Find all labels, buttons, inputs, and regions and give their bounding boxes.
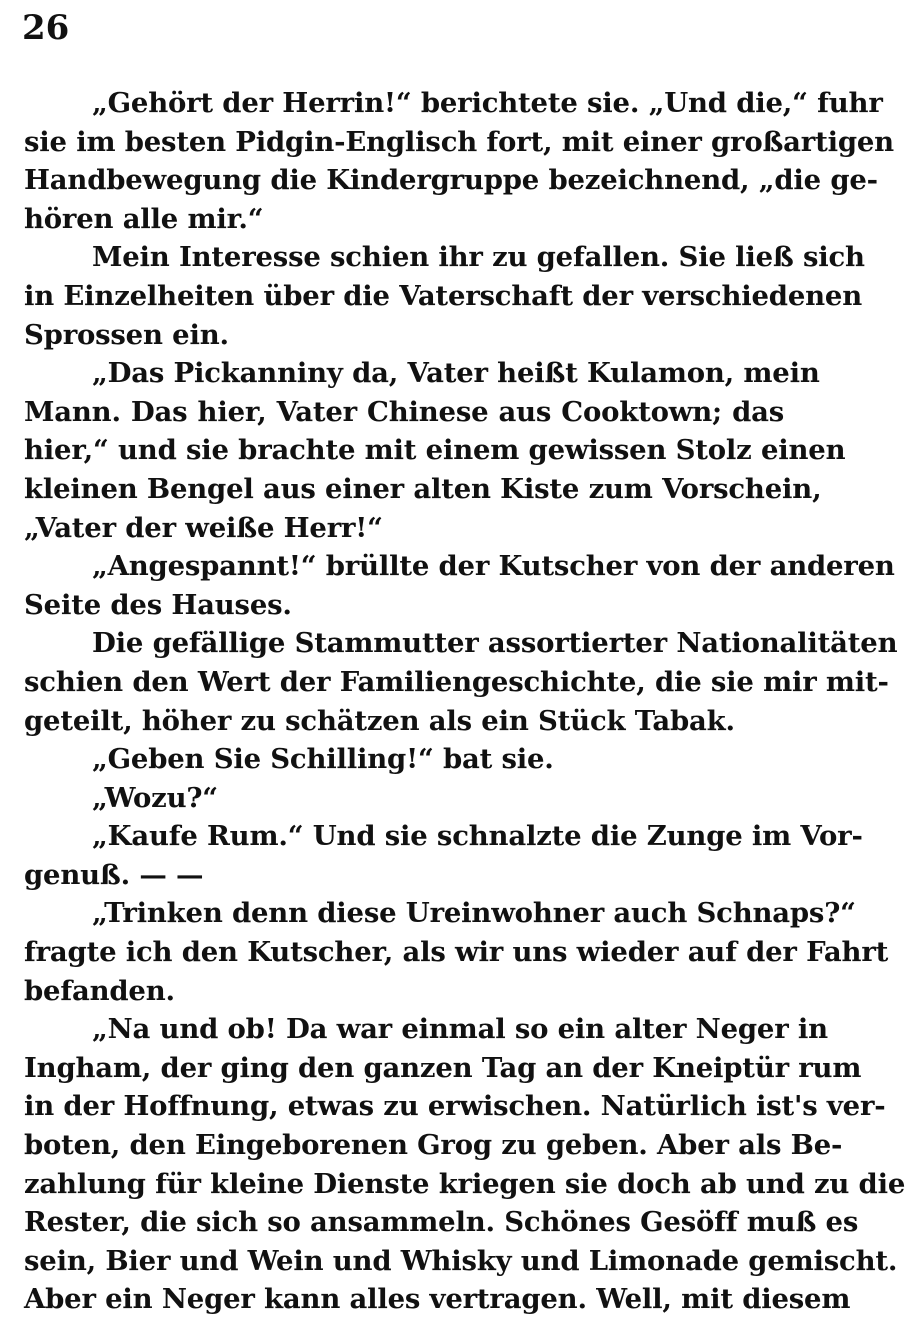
text-line: boten, den Eingeborenen Grog zu geben. Aber als Be- [24,1129,843,1162]
page-number: 26 [22,8,70,48]
text-line: geteilt, höher zu schätzen als ein Stück Tabak. [24,704,735,737]
text-line: Seite des Hauses. [24,588,292,621]
text-line: sein, Bier und Wein und Whisky und Limonade gemischt. [24,1244,898,1277]
text-line: „Vater der weiße Herr!“ [24,511,383,544]
text-line: „Kaufe Rum.“ Und sie schnalzte die Zunge im Vor- [92,820,863,853]
text-line: zahlung für kleine Dienste kriegen sie doch ab und zu die [24,1167,905,1200]
text-line: in der Hoffnung, etwas zu erwischen. Natürlich ist's ver- [24,1090,886,1123]
text-line: fragte ich den Kutscher, als wir uns wieder auf der Fahrt [24,936,889,969]
text-line: „Wozu?“ [92,781,218,814]
text-line: hören alle mir.“ [24,202,264,235]
text-line: Die gefällige Stammutter assortierter Nationalitäten [92,627,898,660]
text-line: hier,“ und sie brachte mit einem gewissen Stolz einen [24,434,846,467]
text-line: schien den Wert der Familiengeschichte, die sie mir mit- [24,665,889,698]
text-line: Ingham, der ging den ganzen Tag an der Kneiptür rum [24,1051,862,1084]
text-line: Aber ein Neger kann alles vertragen. Well, mit diesem [24,1283,851,1316]
text-line: Mann. Das hier, Vater Chinese aus Cooktown; das [24,395,784,428]
text-line: kleinen Bengel aus einer alten Kiste zum Vorschein, [24,472,822,505]
text-line: „Geben Sie Schilling!“ bat sie. [92,743,554,776]
text-line: „Na und ob! Da war einmal so ein alter Neger in [92,1013,828,1046]
text-line: sie im besten Pidgin-Englisch fort, mit einer großartigen [24,125,894,158]
text-line: „Gehört der Herrin!“ berichtete sie. „Und die,“ fuhr [92,87,883,119]
text-line: in Einzelheiten über die Vaterschaft der verschiedenen [24,279,862,312]
body-text [24,84,905,1319]
text-line: Rester, die sich so ansammeln. Schönes Gesöff muß es [24,1206,859,1239]
text-line: „Trinken denn diese Ureinwohner auch Schnaps?“ [92,897,856,930]
text-line: Mein Interesse schien ihr zu gefallen. Sie ließ sich [92,241,865,274]
text-line: Handbewegung die Kindergruppe bezeichnend, „die ge- [24,164,878,197]
text-line: befanden. [24,974,175,1007]
text-line: „Angespannt!“ brüllte der Kutscher von der anderen [92,550,895,583]
text-line: „Das Pickanniny da, Vater heißt Kulamon, mein [92,357,820,390]
text-line: genuß. — — [24,858,204,891]
text-line: Sprossen ein. [24,318,229,351]
